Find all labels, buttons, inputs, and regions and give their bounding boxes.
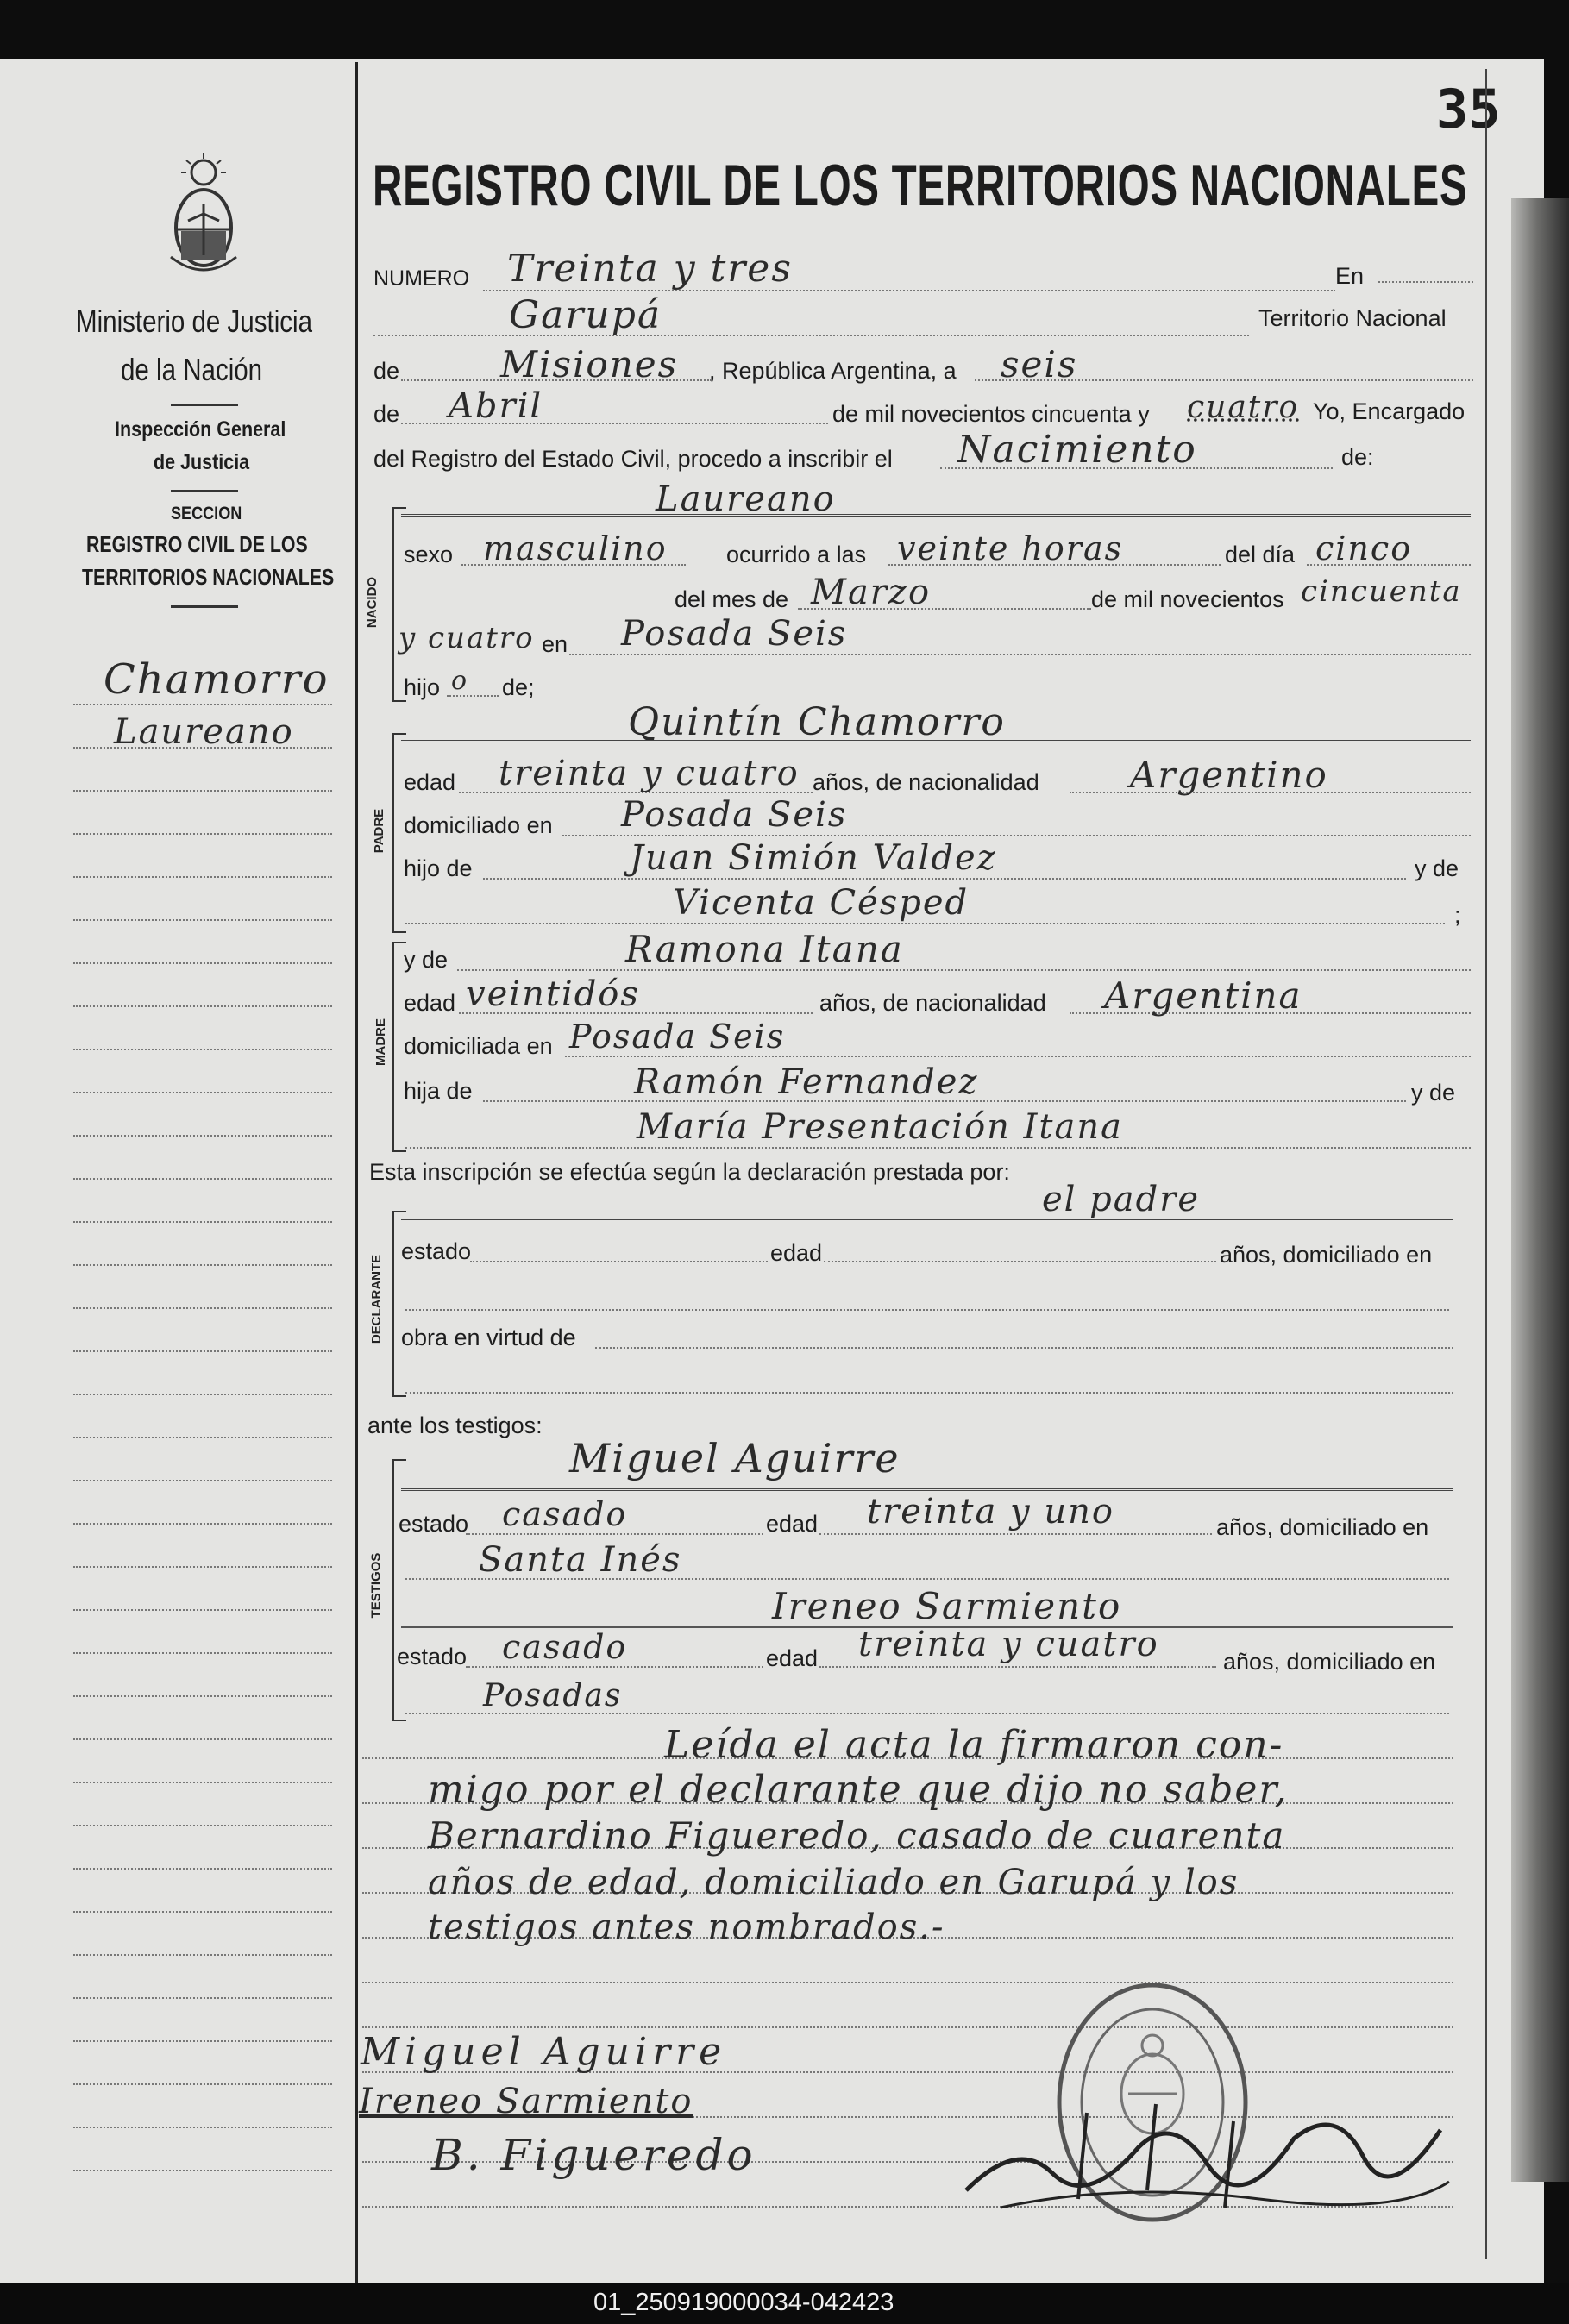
padre-edad-value: treinta y cuatro (499, 754, 800, 793)
book-spine (1511, 198, 1569, 2182)
nacido-section-label: NACIDO (365, 576, 380, 629)
dia-value: cinco (1315, 529, 1413, 567)
de3-label: de: (1341, 444, 1374, 470)
sidebar-rule (73, 1523, 332, 1525)
sidebar-rule (73, 962, 332, 964)
padre-name-value: Quintín Chamorro (628, 700, 1006, 744)
sidebar-rule (73, 1609, 332, 1611)
hijo-value: o (451, 666, 469, 696)
argentina-coat-of-arms-icon (162, 153, 245, 274)
dia-label: del día (1225, 542, 1296, 567)
sidebar-rule (73, 1135, 332, 1137)
witness-1-anios-label: años, domiciliado en (1216, 1514, 1429, 1540)
padre-padre-value: Juan Simión Valdez (630, 838, 997, 878)
de2-label: de (373, 401, 400, 427)
registry-line-1: REGISTRO CIVIL DE LOS (86, 531, 308, 557)
en-label: En (1335, 263, 1365, 289)
sidebar-rule (73, 1825, 332, 1826)
notes-rule (362, 1982, 1453, 1983)
declarante-line (401, 1218, 1453, 1220)
republica-label: , República Argentina, a (709, 358, 957, 384)
padre-yde-label: y de (1415, 855, 1459, 881)
sidebar-rule (73, 1350, 332, 1352)
testigos-intro-label: ante los testigos: (367, 1413, 543, 1438)
padre-domicilio-value: Posada Seis (621, 795, 848, 835)
margin-rule (355, 62, 358, 2283)
padre-nacionalidad-value: Argentino (1130, 754, 1328, 796)
sidebar-rule (73, 1954, 332, 1956)
madre-nacionalidad-label: años, de nacionalidad (819, 990, 1046, 1016)
day-value: seis (1001, 343, 1078, 385)
ministry-line-2: de la Nación (121, 352, 263, 387)
act-value: Nacimiento (957, 428, 1197, 472)
witness-2-estado-label: estado (397, 1644, 468, 1669)
ocurrido-label: ocurrido a las (726, 542, 867, 567)
en-label-nacido: en (542, 631, 568, 657)
declarante-intro-label: Esta inscripción se efectúa según la declaración prestada por: (369, 1159, 1010, 1185)
padre-name-line (401, 740, 1471, 742)
inspection-line-1: Inspección General (115, 417, 286, 442)
witness-1-name: Miguel Aguirre (569, 1435, 901, 1481)
section-label: SECCION (171, 504, 242, 523)
territory-value: Misiones (500, 343, 679, 385)
declarante-anios-label: años, domiciliado en (1220, 1242, 1433, 1268)
page-title: REGISTRO CIVIL DE LOS TERRITORIOS NACIONALES (373, 153, 1468, 218)
encargado-label: Yo, Encargado (1313, 398, 1465, 424)
madre-domicilio-value: Posada Seis (569, 1018, 786, 1056)
sexo-value: masculino (483, 529, 668, 567)
madre-section-label: MADRE (373, 1018, 388, 1066)
right-rule (1485, 69, 1487, 2259)
padre-nacionalidad-label: años, de nacionalidad (813, 769, 1039, 795)
note-line-2: migo por el declarante que dijo no saber, (428, 1768, 1289, 1812)
sidebar-rule (73, 2170, 332, 2171)
madre-name-value: Ramona Itana (625, 928, 904, 970)
sidebar-rule (73, 1652, 332, 1654)
sidebar-rule (73, 1264, 332, 1266)
sidebar-rule (73, 1437, 332, 1438)
madre-madre-value: María Presentación Itana (637, 1107, 1123, 1147)
madre-domicilio-label: domiciliada en (404, 1033, 553, 1059)
sidebar-rule (73, 2083, 332, 2085)
procede-label: del Registro del Estado Civil, procedo a inscribir el (373, 446, 893, 472)
sidebar-rule (73, 1480, 332, 1481)
territorio-label: Territorio Nacional (1258, 305, 1447, 331)
sidebar-rule (73, 876, 332, 878)
madre-edad-label: edad (404, 990, 456, 1016)
sidebar-given-name: Laureano (114, 712, 294, 752)
testigos-bracket (392, 1459, 406, 1721)
mes-value: Marzo (811, 573, 932, 612)
witness-2-name: Ireneo Sarmiento (772, 1585, 1122, 1627)
madre-yde2-label: y de (1411, 1080, 1456, 1106)
footer-id: 01_250919000034-042423 (593, 2289, 894, 2316)
declarante-section-label: DECLARANTE (369, 1254, 385, 1344)
note-line-3: Bernardino Figueredo, casado de cuarenta (428, 1814, 1286, 1857)
sidebar-rule (73, 747, 332, 749)
sidebar-divider (171, 605, 238, 608)
witness-1-estado: casado (502, 1495, 628, 1533)
declarante-obra-label: obra en virtud de (401, 1325, 576, 1350)
padre-domicilio-label: domiciliado en (404, 812, 553, 838)
declarante-edad-label: edad (770, 1240, 823, 1266)
sidebar-rule (73, 1049, 332, 1050)
de-label: de (373, 358, 400, 384)
notes-rule (362, 2026, 1453, 2028)
note-line-4: años de edad, domiciliado en Garupá y los (428, 1863, 1240, 1902)
nacido-name-value: Laureano (656, 479, 836, 519)
declarante-estado-label: estado (401, 1238, 472, 1264)
sidebar-rule (73, 1307, 332, 1309)
madre-nacionalidad-value: Argentina (1104, 974, 1302, 1017)
testigos-line (401, 1488, 1453, 1491)
padre-madre-value: Vicenta Césped (673, 883, 970, 923)
sidebar-rule (73, 1868, 332, 1870)
numero-value: Treinta y tres (507, 247, 793, 291)
sidebar-rule (73, 1005, 332, 1007)
year-label: de mil novecientos cincuenta y (832, 401, 1150, 427)
signature-2: Ireneo Sarmiento (359, 2082, 693, 2121)
witness-2-edad: treinta y cuatro (858, 1625, 1159, 1664)
madre-edad-value: veintidós (466, 974, 640, 1014)
nacido-name-line (401, 514, 1471, 517)
sidebar-rule (73, 1566, 332, 1568)
sidebar-rule (73, 1911, 332, 1913)
sidebar-rule (73, 1178, 332, 1180)
month-value: Abril (449, 386, 543, 426)
sidebar-rule (73, 1092, 332, 1093)
note-line-5: testigos antes nombrados.- (428, 1907, 945, 1947)
sidebar-divider (171, 404, 238, 406)
sidebar-rule (73, 919, 332, 921)
ministry-line-1: Ministerio de Justicia (76, 304, 312, 339)
numero-label: NUMERO (373, 266, 470, 291)
sidebar-surname: Chamorro (104, 655, 329, 704)
mes-label: del mes de (675, 586, 789, 612)
sidebar-rule (73, 1782, 332, 1783)
sexo-label: sexo (404, 542, 454, 567)
sidebar-rule (73, 790, 332, 792)
padre-section-label: PADRE (372, 808, 387, 854)
de-label-nacido: de; (502, 674, 535, 700)
nacido-bracket (392, 507, 406, 702)
place-value: Garupá (509, 293, 662, 337)
sidebar-rule (73, 2040, 332, 2042)
inspection-line-2: de Justicia (154, 450, 250, 474)
sidebar-rule (73, 2127, 332, 2128)
lugar-value: Posada Seis (621, 614, 848, 654)
year-value: cuatro (1187, 390, 1300, 425)
registry-line-2: TERRITORIOS NACIONALES (82, 564, 335, 590)
sidebar-divider (171, 490, 238, 492)
witness-2-estado: casado (502, 1628, 628, 1666)
page-number: 35 (1436, 78, 1501, 141)
sidebar-rule (73, 704, 332, 705)
officer-signature-icon (949, 2087, 1458, 2225)
madre-padre-value: Ramón Fernandez (634, 1062, 979, 1102)
padre-hijo-label: hijo de (404, 855, 473, 881)
hora-value: veinte horas (897, 529, 1124, 567)
note-line-1: Leída el acta la firmaron con- (664, 1723, 1284, 1767)
witness-1-edad: treinta y uno (867, 1492, 1114, 1532)
declarante-intro-value: el padre (1042, 1180, 1201, 1219)
padre-end-punct: ; (1454, 902, 1461, 928)
sidebar-rule (73, 1738, 332, 1740)
hijo-label: hijo (404, 674, 441, 700)
madre-hija-label: hija de (404, 1078, 473, 1104)
sidebar-rule (73, 1695, 332, 1697)
sidebar-rule (73, 1997, 332, 1999)
witness-2-anios-label: años, domiciliado en (1223, 1649, 1436, 1675)
sidebar-rule (73, 1221, 332, 1223)
signature-3: B. Figueredo (431, 2130, 756, 2180)
witness-1-domicilio: Santa Inés (479, 1540, 682, 1580)
padre-edad-label: edad (404, 769, 456, 795)
witness-1-estado-label: estado (399, 1511, 469, 1537)
anio-value-2: y cuatro (399, 621, 535, 655)
sidebar-rule (73, 1394, 332, 1395)
witness-1-edad-label: edad (766, 1511, 819, 1537)
witness-2-domicilio: Posadas (483, 1678, 623, 1713)
testigos-section-label: TESTIGOS (368, 1552, 384, 1619)
witness-2-edad-label: edad (766, 1645, 819, 1671)
madre-yde-label: y de (404, 947, 449, 973)
anio-value: cincuenta (1301, 574, 1462, 609)
signature-1: Miguel Aguirre (361, 2030, 727, 2074)
sidebar-rule (73, 833, 332, 835)
anio-label: de mil novecientos (1091, 586, 1284, 612)
